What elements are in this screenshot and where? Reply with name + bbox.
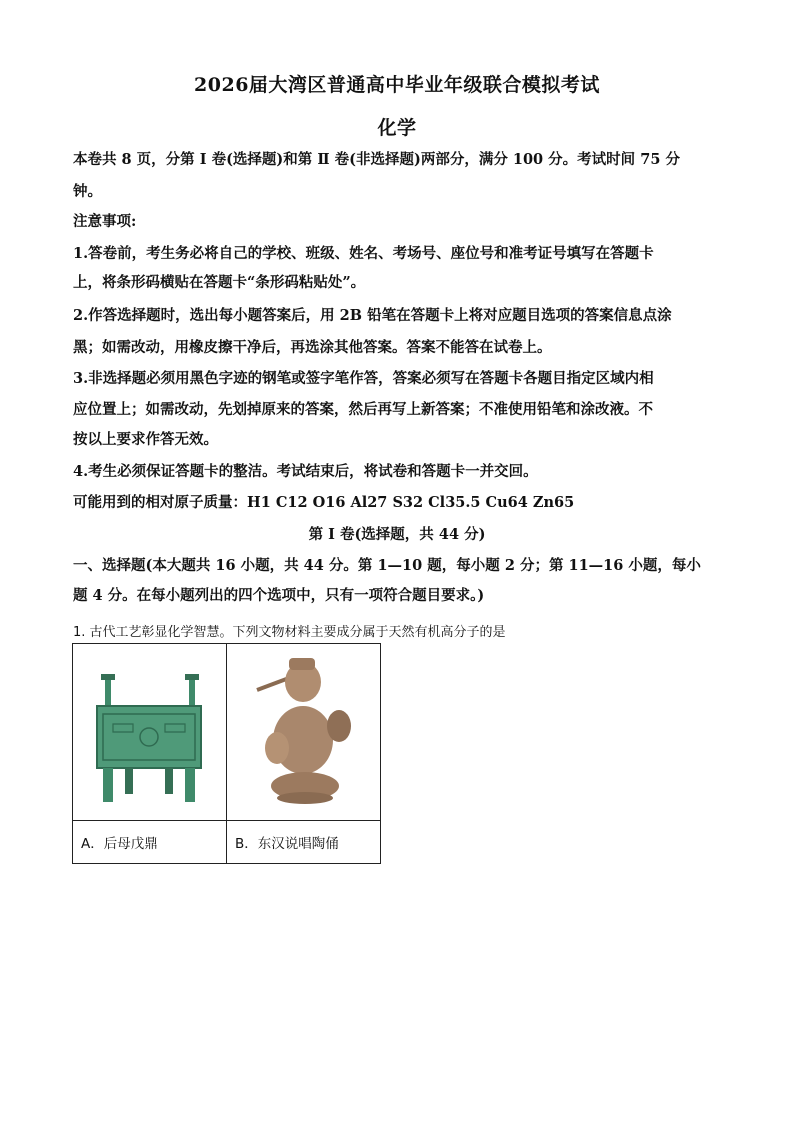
section-desc-2: 题 4 分。在每小题列出的四个选项中，只有一项符合题目要求。)	[73, 587, 485, 604]
subject-title: 化学	[377, 117, 417, 139]
note-2b: 黑；如需改动，用橡皮擦干净后，再选涂其他答案。答案不能答在试卷上。	[73, 339, 552, 356]
intro-line-1: 本卷共 8 页，分第 Ⅰ 卷(选择题)和第 Ⅱ 卷(非选择题)两部分，满分 100 分。考试时间 75 分	[73, 151, 680, 168]
option-b-image-cell	[227, 644, 381, 821]
note-1a: 1.答卷前，考生务必将自己的学校、班级、姓名、考场号、座位号和准考证号填写在答题卡	[73, 245, 654, 262]
notes-heading: 注意事项:	[73, 213, 137, 230]
exam-title: 2026届大湾区普通高中毕业年级联合模拟考试	[194, 74, 600, 96]
note-1b: 上，将条形码横贴在答题卡“条形码粘贴处”。	[73, 274, 366, 291]
bronze-ding-icon	[73, 644, 226, 820]
pottery-figurine-icon	[227, 644, 380, 820]
option-a-label: A．后母戊鼎	[73, 821, 227, 864]
note-3a: 3.非选择题必须用黑色字迹的钢笔或签字笔作答，答案必须写在答题卡各题目指定区域内相	[73, 370, 654, 387]
question-1-options-table	[72, 643, 381, 864]
note-3b: 应位置上；如需改动，先划掉原来的答案，然后再写上新答案；不准使用铅笔和涂改液。不	[73, 401, 653, 418]
atomic-mass-line: 可能用到的相对原子质量：H1 C12 O16 Al27 S32 Cl35.5 Cu64 Zn65	[73, 494, 575, 511]
note-3c: 按以上要求作答无效。	[73, 431, 218, 448]
note-4: 4.考生必须保证答题卡的整洁。考试结束后，将试卷和答题卡一并交回。	[73, 463, 538, 480]
note-2a: 2.作答选择题时，选出每小题答案后，用 2B 铅笔在答题卡上将对应题目选项的答案信息点涂	[73, 307, 672, 324]
section-title: 第 Ⅰ 卷(选择题，共 44 分)	[308, 526, 486, 543]
intro-line-2: 钟。	[73, 183, 102, 200]
section-desc-1: 一、选择题(本大题共 16 小题，共 44 分。第 1—10 题，每小题 2 分；第 11—16 小题，每小	[73, 557, 701, 574]
question-1-stem: 1. 古代工艺彰显化学智慧。下列文物材料主要成分属于天然有机高分子的是	[73, 625, 506, 640]
option-a-image-cell	[73, 644, 227, 821]
option-b-label: B．东汉说唱陶俑	[227, 821, 381, 864]
